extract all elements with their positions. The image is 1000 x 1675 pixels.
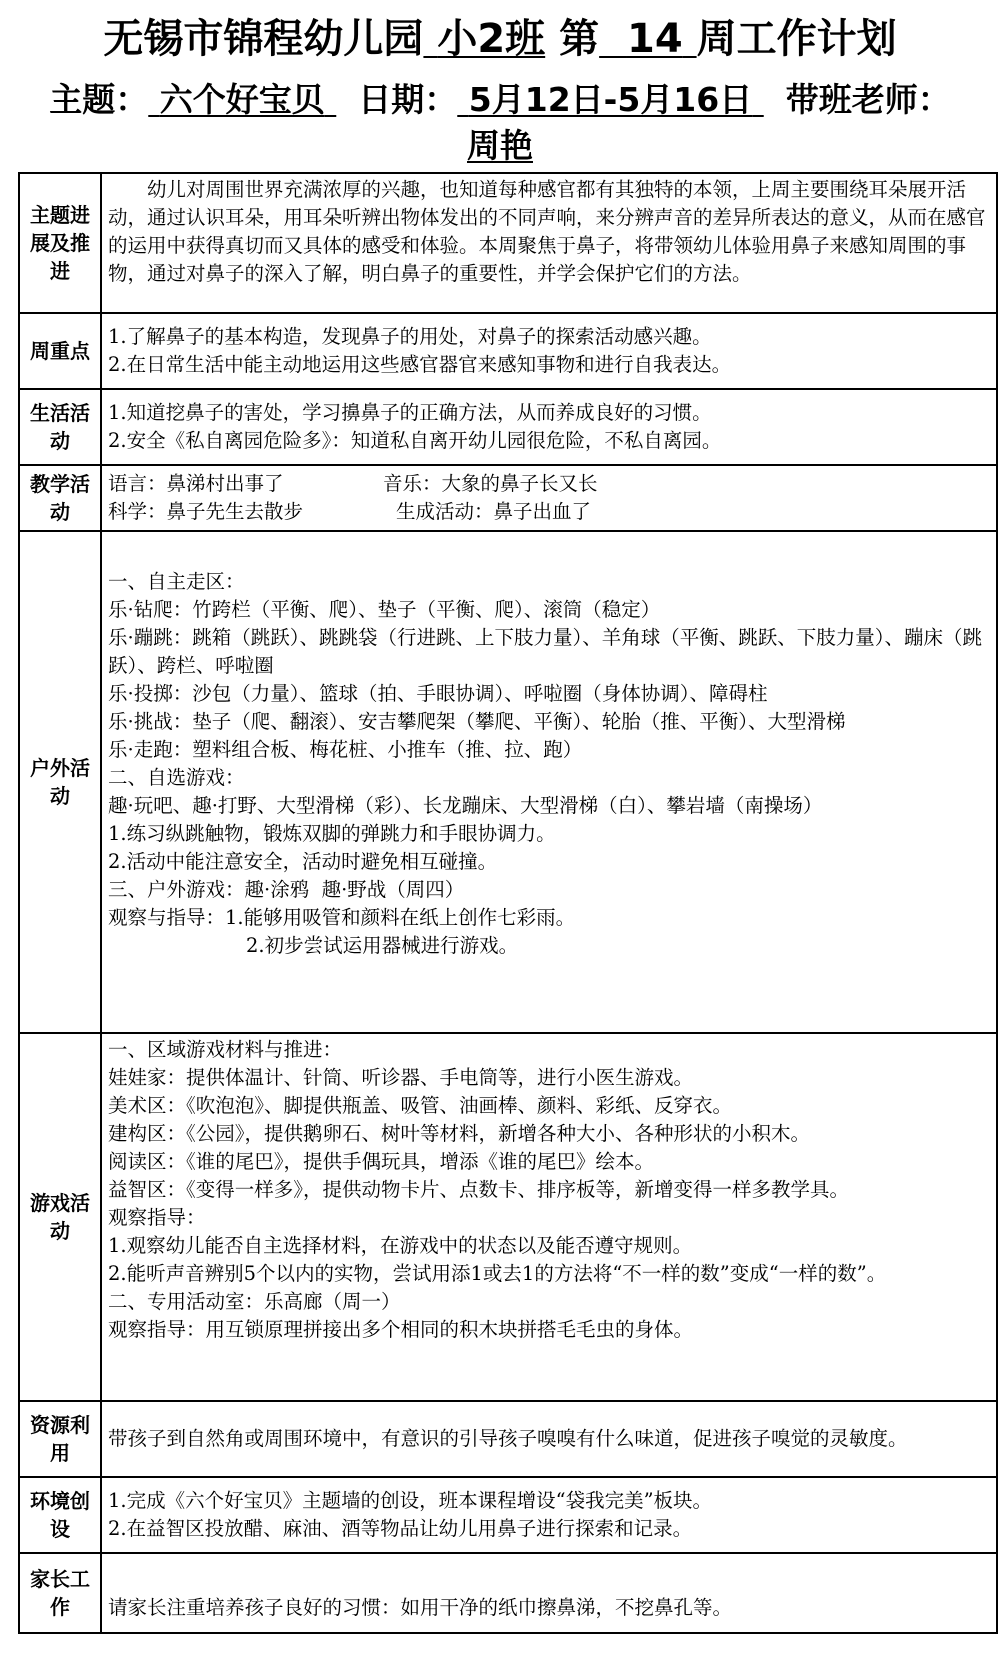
row-games xyxy=(19,1033,997,1401)
outdoor-line: 乐·钻爬：竹跨栏（平衡、爬）、垫子（平衡、爬）、滚筒（稳定） xyxy=(108,598,661,621)
outdoor-line: 乐·蹦跳：跳箱（跳跃）、跳跳袋（行进跳、上下肢力量）、羊角球（平衡、跳跃、下肢力量）、蹦床（跳跃）、跨栏、呼啦圈 xyxy=(108,626,982,677)
games-line: 建构区：《公园》，提供鹅卵石、树叶等材料，新增各种大小、各种形状的小积木。 xyxy=(108,1122,811,1145)
date-value: 5月12日-5月16日 xyxy=(468,80,753,119)
plan-table xyxy=(18,172,998,1634)
content-life xyxy=(101,389,997,465)
outdoor-line: 2.活动中能注意安全，活动时避免相互碰撞。 xyxy=(108,850,498,873)
resources-text: 带孩子到自然角或周围环境中，有意识的引导孩子嗅嗅有什么味道，促进孩子嗅觉的灵敏度。 xyxy=(108,1427,908,1450)
focus-line: 2.在日常生活中能主动地运用这些感官器官来感知事物和进行自我表达。 xyxy=(108,353,732,376)
label-teaching: 教学活动 xyxy=(19,465,101,531)
parents-text: 请家长注重培养孩子良好的习惯：如用干净的纸巾擦鼻涕，不挖鼻孔等。 xyxy=(108,1596,733,1619)
row-focus xyxy=(19,313,997,389)
teacher-label: 带班老师： xyxy=(785,80,951,119)
row-environment xyxy=(19,1477,997,1553)
life-line: 1.知道挖鼻子的害处，学习擤鼻子的正确方法，从而养成良好的习惯。 xyxy=(108,401,712,424)
teaching-item: 科学：鼻子先生去散步 xyxy=(108,500,304,523)
outdoor-line: 乐·走跑：塑料组合板、梅花桩、小推车（推、拉、跑） xyxy=(108,738,583,761)
outdoor-line: 观察与指导：1.能够用吸管和颜料在纸上创作七彩雨。 xyxy=(108,906,576,929)
outdoor-line: 趣·玩吧、趣·打野、大型滑梯（彩）、长龙蹦床、大型滑梯（白）、攀岩墙（南操场） xyxy=(108,794,823,817)
outdoor-line: 乐·挑战：垫子（爬、翻滚）、安吉攀爬架（攀爬、平衡）、轮胎（推、平衡）、大型滑梯 xyxy=(108,710,846,733)
content-games xyxy=(101,1033,997,1401)
games-line: 阅读区：《谁的尾巴》，提供手偶玩具，增添《谁的尾巴》绘本。 xyxy=(108,1150,655,1173)
outdoor-line: 一、自主走区： xyxy=(108,570,245,593)
label-resources: 资源利用 xyxy=(19,1401,101,1477)
label-life: 生活活动 xyxy=(19,389,101,465)
games-line: 娃娃家：提供体温计、针筒、听诊器、手电筒等，进行小医生游戏。 xyxy=(108,1066,694,1089)
outdoor-line: 二、自选游戏： xyxy=(108,766,245,789)
outdoor-line: 乐·投掷：沙包（力量）、篮球（拍、手眼协调）、呼啦圈（身体协调）、障碍柱 xyxy=(108,682,768,705)
row-progress xyxy=(19,173,997,313)
label-focus: 周重点 xyxy=(19,313,101,389)
outdoor-line: 2.初步尝试运用器械进行游戏。 xyxy=(246,934,519,957)
class-name: 小2班 xyxy=(437,16,546,62)
progress-text: 幼儿对周围世界充满浓厚的兴趣，也知道每种感官都有其独特的本领，上周主要围绕耳朵展开活动，通过认识耳朵，用耳朵听辨出物体发出的不同声响，来分辨声音的差异所表达的意义，从而在感官的运用中获得真切而又具体的感受和体验。本周聚焦于鼻子，将带领幼儿体验用鼻子来感知周围的事物，通过对鼻子的深入了解，明白鼻子的重要性，并学会保护它们的方法。 xyxy=(108,178,986,285)
life-line: 2.安全《私自离园危险多》：知道私自离开幼儿园很危险，不私自离园。 xyxy=(108,429,722,452)
teaching-item: 音乐：大象的鼻子长又长 xyxy=(383,472,598,495)
week-number: 14 xyxy=(626,16,683,62)
teaching-item: 生成活动：鼻子出血了 xyxy=(396,500,592,523)
content-outdoor xyxy=(101,531,997,1033)
title-suffix: 周工作计划 xyxy=(696,16,897,62)
teaching-row xyxy=(108,498,992,526)
row-teaching xyxy=(19,465,997,531)
games-line: 一、区域游戏材料与推进： xyxy=(108,1038,343,1061)
date-label: 日期： xyxy=(358,80,458,119)
week-prefix: 第 xyxy=(559,16,600,62)
games-line: 益智区：《变得一样多》，提供动物卡片、点数卡、排序板等，新增变得一样多教学具。 xyxy=(108,1178,850,1201)
outdoor-line: 三、户外游戏：趣·涂鸦 趣·野战（周四） xyxy=(108,878,465,901)
games-line: 2.能听声音辨别5个以内的实物，尝试用添1或去1的方法将“不一样的数”变成“一样的数”。 xyxy=(108,1262,887,1285)
theme-label: 主题： xyxy=(49,80,149,119)
plan-subtitle xyxy=(0,78,1000,122)
content-teaching xyxy=(101,465,997,531)
environment-line: 2.在益智区投放醋、麻油、酒等物品让幼儿用鼻子进行探索和记录。 xyxy=(108,1517,693,1540)
teaching-row xyxy=(108,470,992,498)
row-resources xyxy=(19,1401,997,1477)
label-outdoor: 户外活动 xyxy=(19,531,101,1033)
plan-title xyxy=(0,14,1000,64)
environment-line: 1.完成《六个好宝贝》主题墙的创设，班本课程增设“袋我完美”板块。 xyxy=(108,1489,713,1512)
label-parents: 家长工作 xyxy=(19,1553,101,1633)
games-line: 二、专用活动室：乐高廊（周一） xyxy=(108,1290,401,1313)
focus-line: 1.了解鼻子的基本构造，发现鼻子的用处，对鼻子的探索活动感兴趣。 xyxy=(108,325,712,348)
label-games: 游戏活动 xyxy=(19,1033,101,1401)
teaching-item: 语言：鼻涕村出事了 xyxy=(108,472,284,495)
games-line: 1.观察幼儿能否自主选择材料，在游戏中的状态以及能否遵守规则。 xyxy=(108,1234,693,1257)
teacher-line xyxy=(0,124,1000,168)
row-outdoor xyxy=(19,531,997,1033)
content-parents xyxy=(101,1553,997,1633)
content-focus xyxy=(101,313,997,389)
content-environment xyxy=(101,1477,997,1553)
content-progress xyxy=(101,173,997,313)
school-name: 无锡市锦程幼儿园 xyxy=(103,16,424,62)
row-life xyxy=(19,389,997,465)
label-progress: 主题进展及推进 xyxy=(19,173,101,313)
outdoor-line: 1.练习纵跳触物，锻炼双脚的弹跳力和手眼协调力。 xyxy=(108,822,556,845)
games-line: 观察指导：用互锁原理拼接出多个相同的积木块拼搭毛毛虫的身体。 xyxy=(108,1318,694,1341)
games-line: 观察指导： xyxy=(108,1206,206,1229)
theme-value: 六个好宝贝 xyxy=(159,80,325,119)
row-parents xyxy=(19,1553,997,1633)
teacher-value: 周艳 xyxy=(467,126,533,165)
label-environment: 环境创设 xyxy=(19,1477,101,1553)
content-resources xyxy=(101,1401,997,1477)
games-line: 美术区：《吹泡泡》、脚提供瓶盖、吸管、油画棒、颜料、彩纸、反穿衣。 xyxy=(108,1094,733,1117)
